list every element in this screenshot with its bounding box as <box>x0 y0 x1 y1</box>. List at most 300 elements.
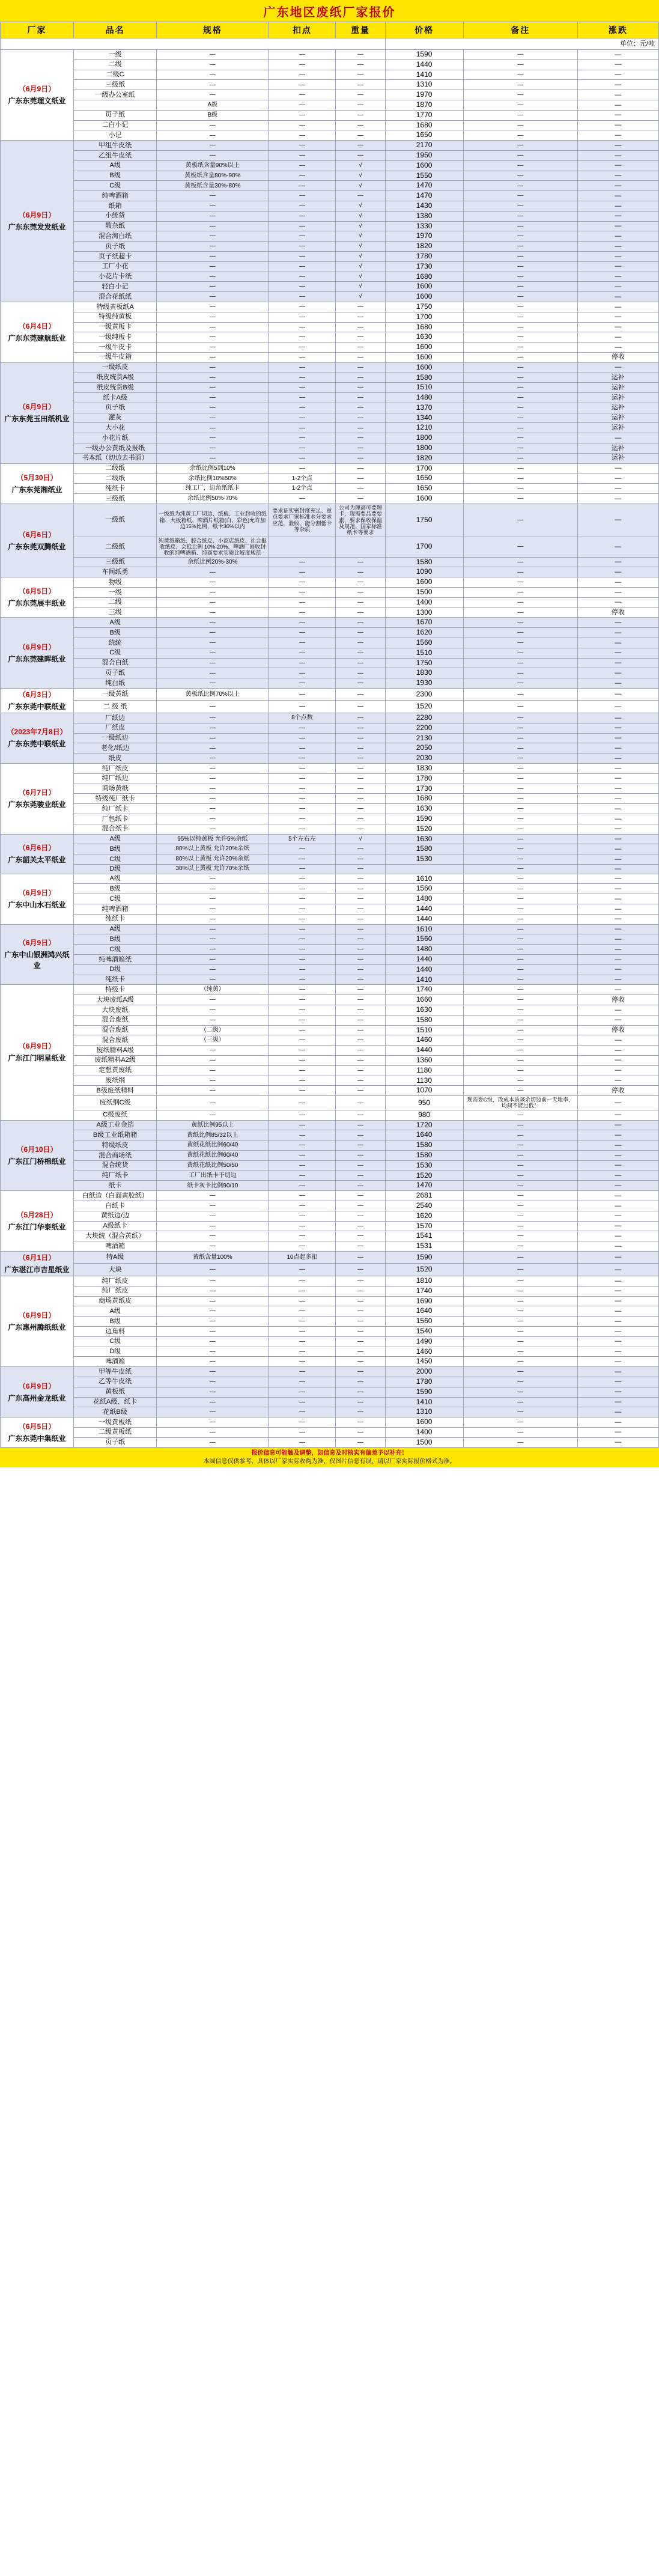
factory-date: （6月4日） <box>18 321 56 330</box>
deduction-cell: — <box>269 201 336 211</box>
deduction-cell: 要求证实密封度充足、重点要求厂家标准水分要求应范，验收，能分割低卡等杂质 <box>269 504 336 537</box>
table-body <box>1 38 659 1448</box>
spec-cell: — <box>157 1201 269 1211</box>
price-cell: 1660 <box>385 995 463 1005</box>
change-cell: — <box>577 1171 658 1181</box>
table-row <box>1 171 659 181</box>
product-cell: 二级 <box>74 59 157 70</box>
note-cell: — <box>463 814 577 824</box>
spec-cell: — <box>157 332 269 343</box>
change-cell: — <box>577 110 658 120</box>
weight-cell: — <box>336 701 385 713</box>
deduction-cell: — <box>269 211 336 221</box>
price-cell: 1670 <box>385 618 463 628</box>
deduction-cell: — <box>269 160 336 171</box>
table-row <box>1 954 659 964</box>
table-row <box>1 607 659 618</box>
deduction-cell: — <box>269 1264 336 1276</box>
product-cell: 纯啤酒箱纸 <box>74 954 157 964</box>
column-header-3: 扣点 <box>269 22 336 38</box>
deduction-cell: — <box>269 352 336 362</box>
weight-cell: — <box>336 1065 385 1076</box>
deduction-cell: — <box>269 1357 336 1367</box>
note-cell: — <box>463 1336 577 1347</box>
deduction-cell: — <box>269 618 336 628</box>
factory-cell <box>1 141 74 302</box>
note-cell: — <box>463 884 577 894</box>
deduction-cell: — <box>269 1076 336 1086</box>
spec-cell: — <box>157 90 269 100</box>
weight-cell: — <box>336 423 385 433</box>
product-cell: D级 <box>74 864 157 874</box>
note-cell: — <box>463 567 577 577</box>
note-cell: — <box>463 211 577 221</box>
change-cell: 停收 <box>577 1025 658 1035</box>
product-cell: 大块废纸 <box>74 1005 157 1015</box>
table-row <box>1 59 659 70</box>
spec-cell: — <box>157 211 269 221</box>
deduction-cell: — <box>269 1130 336 1140</box>
table-row <box>1 924 659 934</box>
product-cell: 二级纸 <box>74 463 157 473</box>
note-cell: — <box>463 874 577 884</box>
product-cell: 页子纸 <box>74 403 157 413</box>
factory-name: 广东东莞理文纸业 <box>8 97 66 106</box>
weight-cell: √ <box>336 171 385 181</box>
weight-cell: — <box>336 1317 385 1327</box>
price-cell: 1440 <box>385 59 463 70</box>
change-cell: — <box>577 1076 658 1086</box>
weight-cell: — <box>336 914 385 924</box>
weight-cell: — <box>336 638 385 648</box>
weight-cell: — <box>336 1201 385 1211</box>
deduction-cell: — <box>269 1035 336 1046</box>
product-cell: B级 <box>74 1317 157 1327</box>
product-cell: 混合纸卡 <box>74 824 157 834</box>
product-cell: 三级纸 <box>74 494 157 504</box>
table-row <box>1 393 659 403</box>
factory-name: 广东东莞展丰纸业 <box>8 599 66 608</box>
deduction-cell: — <box>269 373 336 383</box>
weight-cell: — <box>336 1181 385 1191</box>
weight-cell: — <box>336 1387 385 1397</box>
change-cell: — <box>577 312 658 322</box>
table-row <box>1 1377 659 1387</box>
table-row <box>1 1171 659 1181</box>
change-cell: — <box>577 1264 658 1276</box>
weight-cell: 公司为理高可要理卡，现需要品要要素，要求保收保温及规范、国家标准纸卡等要求 <box>336 504 385 537</box>
note-cell: — <box>463 1326 577 1336</box>
factory-name: 广东东莞中联纸业 <box>8 740 66 749</box>
note-cell: — <box>463 191 577 201</box>
spec-cell: 余纸比例20%-30% <box>157 557 269 567</box>
price-cell: 1590 <box>385 1251 463 1264</box>
change-cell: — <box>577 1317 658 1327</box>
spec-cell: — <box>157 701 269 713</box>
price-cell: 2000 <box>385 1367 463 1377</box>
product-cell: 商场黄纸 <box>74 784 157 794</box>
weight-cell: — <box>336 1231 385 1241</box>
factory-date: （6月9日） <box>18 939 56 948</box>
factory-date: （6月10日） <box>16 1145 58 1154</box>
product-cell: 二 级 纸 <box>74 701 157 713</box>
deduction-cell: 1-2个点 <box>269 484 336 494</box>
price-cell: 2170 <box>385 141 463 151</box>
deduction-cell: — <box>269 814 336 824</box>
product-cell: 物级 <box>74 577 157 588</box>
deduction-cell: — <box>269 90 336 100</box>
product-cell: C级 <box>74 1336 157 1347</box>
spec-cell: — <box>157 272 269 282</box>
weight-cell: — <box>336 668 385 678</box>
change-cell: — <box>577 824 658 834</box>
deduction-cell: — <box>269 743 336 754</box>
product-cell: 灌灰 <box>74 413 157 423</box>
change-cell: — <box>577 804 658 814</box>
factory-name: 广东东莞湘纸业 <box>11 485 62 494</box>
weight-cell: — <box>336 1296 385 1306</box>
note-cell: — <box>463 181 577 191</box>
factory-cell <box>1 1191 74 1252</box>
weight-cell: — <box>336 784 385 794</box>
note-cell: — <box>463 723 577 733</box>
price-cell: 1500 <box>385 1437 463 1448</box>
table-row <box>1 668 659 678</box>
weight-cell: — <box>336 648 385 658</box>
spec-cell: — <box>157 221 269 231</box>
table-row <box>1 473 659 484</box>
weight-cell: √ <box>336 211 385 221</box>
product-cell: 散杂纸 <box>74 221 157 231</box>
price-cell: 1720 <box>385 1120 463 1130</box>
product-cell: 混合废纸 <box>74 1035 157 1046</box>
deduction-cell: — <box>269 110 336 120</box>
change-cell: — <box>577 343 658 353</box>
product-cell: 纯白纸 <box>74 678 157 689</box>
factory-name: 广东东莞建航纸业 <box>8 333 66 343</box>
product-cell: 纸卡 <box>74 1181 157 1191</box>
product-cell <box>74 100 157 110</box>
price-cell: 1310 <box>385 1407 463 1417</box>
spec-cell: — <box>157 964 269 975</box>
footer-line-2: 本圆信息仅供参考，具体以厂家实际收购为准，仅图片信息有误，请以厂家实际报价格式为准。 <box>203 1458 456 1465</box>
product-cell: B级工业纸箱箱 <box>74 1130 157 1140</box>
spec-cell: — <box>157 343 269 353</box>
weight-cell: — <box>336 141 385 151</box>
deduction-cell: — <box>269 453 336 463</box>
product-cell: 二白小记 <box>74 120 157 130</box>
price-cell: 1130 <box>385 1076 463 1086</box>
note-cell: — <box>463 1160 577 1171</box>
price-cell: 1650 <box>385 484 463 494</box>
deduction-cell: — <box>269 824 336 834</box>
note-cell: — <box>463 50 577 60</box>
price-cell: 1630 <box>385 834 463 844</box>
price-cell: 1780 <box>385 1377 463 1387</box>
change-cell: — <box>577 1140 658 1151</box>
note-cell: — <box>463 713 577 723</box>
product-cell: 一级牛皮卡 <box>74 343 157 353</box>
note-cell: — <box>463 1276 577 1286</box>
weight-cell: — <box>336 1306 385 1317</box>
change-cell: — <box>577 658 658 668</box>
price-cell: 1610 <box>385 924 463 934</box>
weight-cell: — <box>336 754 385 764</box>
deduction-cell: — <box>269 1211 336 1221</box>
table-row <box>1 1306 659 1317</box>
spec-cell: — <box>157 763 269 773</box>
table-row <box>1 1086 659 1096</box>
note-cell: — <box>463 1211 577 1221</box>
factory-cell <box>1 688 74 713</box>
change-cell: — <box>577 668 658 678</box>
price-cell: 1490 <box>385 1336 463 1347</box>
deduction-cell: — <box>269 894 336 904</box>
change-cell: — <box>577 171 658 181</box>
price-cell: 1440 <box>385 1046 463 1056</box>
change-cell: — <box>577 504 658 537</box>
spec-cell: — <box>157 628 269 638</box>
note-cell: — <box>463 1221 577 1231</box>
change-cell: — <box>577 1397 658 1407</box>
spec-cell: — <box>157 804 269 814</box>
table-row <box>1 312 659 322</box>
price-cell: 2030 <box>385 754 463 764</box>
note-cell: — <box>463 618 577 628</box>
change-cell: — <box>577 638 658 648</box>
spec-cell: — <box>157 1407 269 1417</box>
product-cell: B级 <box>74 934 157 945</box>
product-cell: 混合统货 <box>74 1160 157 1171</box>
price-table <box>0 22 659 1448</box>
product-cell: 甲组牛皮纸 <box>74 141 157 151</box>
weight-cell: — <box>336 70 385 80</box>
deduction-cell: — <box>269 723 336 733</box>
weight-cell: — <box>336 473 385 484</box>
note-cell: — <box>463 1251 577 1264</box>
change-cell: — <box>577 1160 658 1171</box>
deduction-cell: — <box>269 171 336 181</box>
spec-cell: — <box>157 201 269 211</box>
change-cell: — <box>577 975 658 985</box>
weight-cell: — <box>336 995 385 1005</box>
column-header-7: 涨跌 <box>577 22 658 38</box>
table-row <box>1 1264 659 1276</box>
product-cell: 页子纸 <box>74 242 157 252</box>
price-cell: 1580 <box>385 844 463 854</box>
deduction-cell: — <box>269 884 336 894</box>
change-cell: — <box>577 773 658 784</box>
factory-date: （6月9日） <box>18 1311 56 1320</box>
table-row <box>1 701 659 713</box>
price-cell: 1750 <box>385 504 463 537</box>
weight-cell: — <box>336 383 385 393</box>
spec-cell: 黄板纸含量90%以上 <box>157 160 269 171</box>
note-cell: — <box>463 1377 577 1387</box>
change-cell: — <box>577 884 658 894</box>
change-cell: — <box>577 618 658 628</box>
weight-cell: √ <box>336 201 385 211</box>
deduction-cell <box>269 537 336 557</box>
note-cell: — <box>463 1110 577 1120</box>
change-cell: — <box>577 272 658 282</box>
price-cell: 1330 <box>385 221 463 231</box>
note-cell: — <box>463 1140 577 1151</box>
factory-date: （2023年7月8日） <box>7 728 67 737</box>
note-cell: — <box>463 484 577 494</box>
change-cell: — <box>577 1286 658 1296</box>
price-cell: 1930 <box>385 678 463 689</box>
change-cell: — <box>577 854 658 865</box>
note-cell: — <box>463 413 577 423</box>
spec-cell: — <box>157 1221 269 1231</box>
product-cell: 纸皮 <box>74 754 157 764</box>
factory-date: （5月28日） <box>16 1211 58 1220</box>
deduction-cell: — <box>269 784 336 794</box>
table-row <box>1 332 659 343</box>
spec-cell: — <box>157 995 269 1005</box>
price-cell: 980 <box>385 1110 463 1120</box>
table-row <box>1 804 659 814</box>
deduction-cell: — <box>269 332 336 343</box>
product-cell: B级 <box>74 171 157 181</box>
product-cell: 白纸边（白面黄胶纸） <box>74 1191 157 1201</box>
price-cell: 1770 <box>385 110 463 120</box>
weight-cell: — <box>336 322 385 332</box>
table-row <box>1 1035 659 1046</box>
product-cell: 三级纸 <box>74 557 157 567</box>
table-row <box>1 221 659 231</box>
deduction-cell: — <box>269 120 336 130</box>
table-row <box>1 1140 659 1151</box>
spec-cell: — <box>157 443 269 454</box>
deduction-cell: — <box>269 312 336 322</box>
spec-cell: — <box>157 433 269 443</box>
price-cell: 1520 <box>385 701 463 713</box>
deduction-cell: — <box>269 150 336 160</box>
weight-cell: — <box>336 934 385 945</box>
factory-name: 广东东莞发发纸业 <box>8 223 66 232</box>
factory-name: 广东东莞骏业纸业 <box>8 800 66 809</box>
weight-cell: — <box>336 1286 385 1296</box>
change-cell: 停收 <box>577 607 658 618</box>
product-cell: A级 <box>74 874 157 884</box>
change-cell: 停收 <box>577 995 658 1005</box>
deduction-cell: — <box>269 1241 336 1252</box>
deduction-cell: — <box>269 403 336 413</box>
weight-cell: — <box>336 678 385 689</box>
table-row <box>1 80 659 90</box>
deduction-cell: — <box>269 668 336 678</box>
spec-cell: 95%以纯黄板 允许5%余纸 <box>157 834 269 844</box>
note-cell: — <box>463 754 577 764</box>
change-cell: — <box>577 1251 658 1264</box>
price-cell: 1630 <box>385 1005 463 1015</box>
spec-cell: 黄纸比例95以上 <box>157 1120 269 1130</box>
spec-cell: — <box>157 874 269 884</box>
table-row <box>1 1005 659 1015</box>
product-cell: 老化/纸边 <box>74 743 157 754</box>
note-cell: — <box>463 1015 577 1025</box>
deduction-cell: — <box>269 1110 336 1120</box>
product-cell: 纯啤酒箱 <box>74 904 157 914</box>
note-cell: — <box>463 141 577 151</box>
price-cell: 1650 <box>385 473 463 484</box>
note-cell: — <box>463 1347 577 1357</box>
spec-cell: 余纸比例50%-70% <box>157 494 269 504</box>
change-cell: — <box>577 211 658 221</box>
price-cell: 1600 <box>385 160 463 171</box>
spec-cell: — <box>157 1427 269 1437</box>
note-cell: — <box>463 504 577 537</box>
table-row <box>1 1065 659 1076</box>
table-row <box>1 723 659 733</box>
price-cell: 1600 <box>385 343 463 353</box>
deduction-cell: — <box>269 733 336 743</box>
change-cell: — <box>577 964 658 975</box>
deduction-cell: — <box>269 282 336 292</box>
deduction-cell: — <box>269 443 336 454</box>
table-row <box>1 1046 659 1056</box>
change-cell: — <box>577 864 658 874</box>
change-cell: — <box>577 844 658 854</box>
deduction-cell: — <box>269 1276 336 1286</box>
spec-cell: — <box>157 322 269 332</box>
table-row <box>1 322 659 332</box>
weight-cell: √ <box>336 160 385 171</box>
deduction-cell: — <box>269 393 336 403</box>
price-cell: 1440 <box>385 954 463 964</box>
weight-cell: — <box>336 964 385 975</box>
product-cell: 厂纸边 <box>74 713 157 723</box>
change-cell: — <box>577 1096 658 1110</box>
note-cell: — <box>463 242 577 252</box>
product-cell: 大块 <box>74 1264 157 1276</box>
price-cell: 1730 <box>385 261 463 272</box>
change-cell: — <box>577 484 658 494</box>
price-cell: 1380 <box>385 211 463 221</box>
change-cell: — <box>577 251 658 261</box>
product-cell: 黄纸边/边 <box>74 1211 157 1221</box>
weight-cell: √ <box>336 242 385 252</box>
product-cell: A级纸卡 <box>74 1221 157 1231</box>
change-cell: — <box>577 1241 658 1252</box>
table-row <box>1 1427 659 1437</box>
product-cell: 大块废纸A级 <box>74 995 157 1005</box>
weight-cell: — <box>336 894 385 904</box>
weight-cell: — <box>336 733 385 743</box>
note-cell: — <box>463 1306 577 1317</box>
product-cell: 小记 <box>74 130 157 141</box>
note-cell: — <box>463 453 577 463</box>
note-cell: — <box>463 1171 577 1181</box>
factory-cell <box>1 1251 74 1276</box>
table-row <box>1 557 659 567</box>
note-cell: — <box>463 537 577 557</box>
weight-cell: — <box>336 1241 385 1252</box>
deduction-cell: — <box>269 181 336 191</box>
note-cell: — <box>463 597 577 607</box>
price-cell: 1750 <box>385 658 463 668</box>
table-row <box>1 975 659 985</box>
note-cell: — <box>463 975 577 985</box>
weight-cell: — <box>336 413 385 423</box>
note-cell: — <box>463 1086 577 1096</box>
factory-name: 广东韶关太平纸业 <box>8 856 66 865</box>
deduction-cell: — <box>269 383 336 393</box>
product-cell: 一级纸边 <box>74 733 157 743</box>
weight-cell: — <box>336 332 385 343</box>
